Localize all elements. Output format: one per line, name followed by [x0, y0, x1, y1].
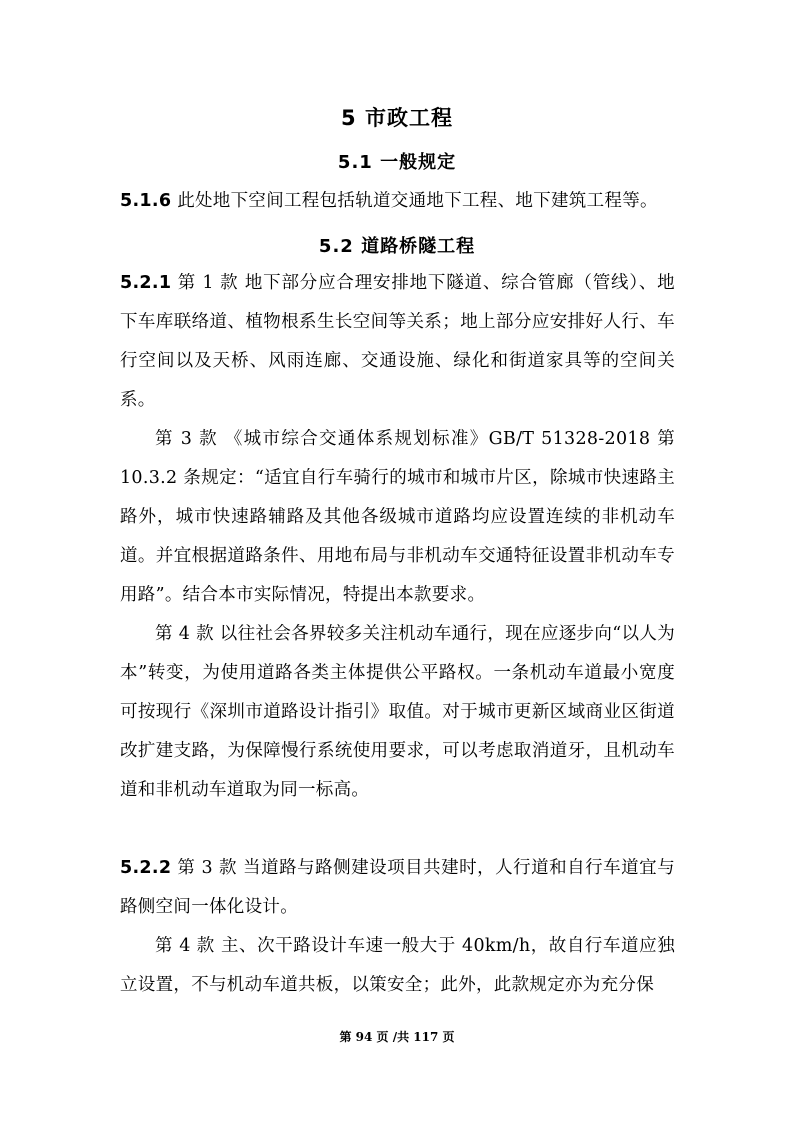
chapter-title: 5 市政工程	[341, 106, 453, 130]
clause-5-2-1	[120, 264, 675, 810]
clause-5-2-1-paragraph-1	[120, 264, 675, 420]
clause-5-2-2-paragraph-1	[120, 849, 675, 927]
page-number-footer: 第 94 页 /共 117 页	[339, 1030, 455, 1044]
clause-5-1-6	[120, 182, 675, 221]
paragraph-text: 第 3 款 当道路与路侧建设项目共建时，人行道和自行车道宜与路侧空间一体化设计。	[120, 858, 675, 917]
clause-number: 5.2.1	[120, 273, 172, 293]
clause-text: 此处地下空间工程包括轨道交通地下工程、地下建筑工程等。	[177, 191, 658, 211]
section-heading-5-2: 5.2 道路桥隧工程	[318, 236, 476, 257]
clause-5-2-1-paragraph-2: 第 3 款 《城市综合交通体系规划标准》GB/T 51328-2018 第 10.3.2 条规定：“适宜自行车骑行的城市和城市片区，除城市快速路主路外，城市快速路辅路及其他各级城市道路均应设置连续的非机动车道。并宜根据道路条件、用地布局与非机动车交通特征设置非机动车专用路”。结合本市实际情况，特提出本款要求。	[120, 429, 675, 605]
clause-5-2-2	[120, 849, 675, 1005]
clause-5-2-1-paragraph-3: 第 4 款 以往社会各界较多关注机动车通行，现在应逐步向“以人为本”转变，为使用道路各类主体提供公平路权。一条机动车道最小宽度可按现行《深圳市道路设计指引》取值。对于城市更新区域商业区街道改扩建支路，为保障慢行系统使用要求，可以考虑取消道牙，且机动车道和非机动车道取为同一标高。	[120, 624, 675, 800]
paragraph-text: 第 1 款 地下部分应合理安排地下隧道、综合管廊（管线）、地下车库联络道、植物根系生长空间等关系；地上部分应安排好人行、车行空间以及天桥、风雨连廊、交通设施、绿化和街道家具等的空间关系。	[120, 273, 675, 410]
section-heading-5-1: 5.1 一般规定	[337, 152, 457, 173]
clause-5-2-2-paragraph-2: 第 4 款 主、次干路设计车速一般大于 40km/h，故自行车道应独立设置，不与机动车道共板，以策安全；此外，此款规定亦为充分保	[120, 936, 675, 995]
clause-number: 5.1.6	[120, 191, 172, 211]
clause-number: 5.2.2	[120, 858, 172, 878]
